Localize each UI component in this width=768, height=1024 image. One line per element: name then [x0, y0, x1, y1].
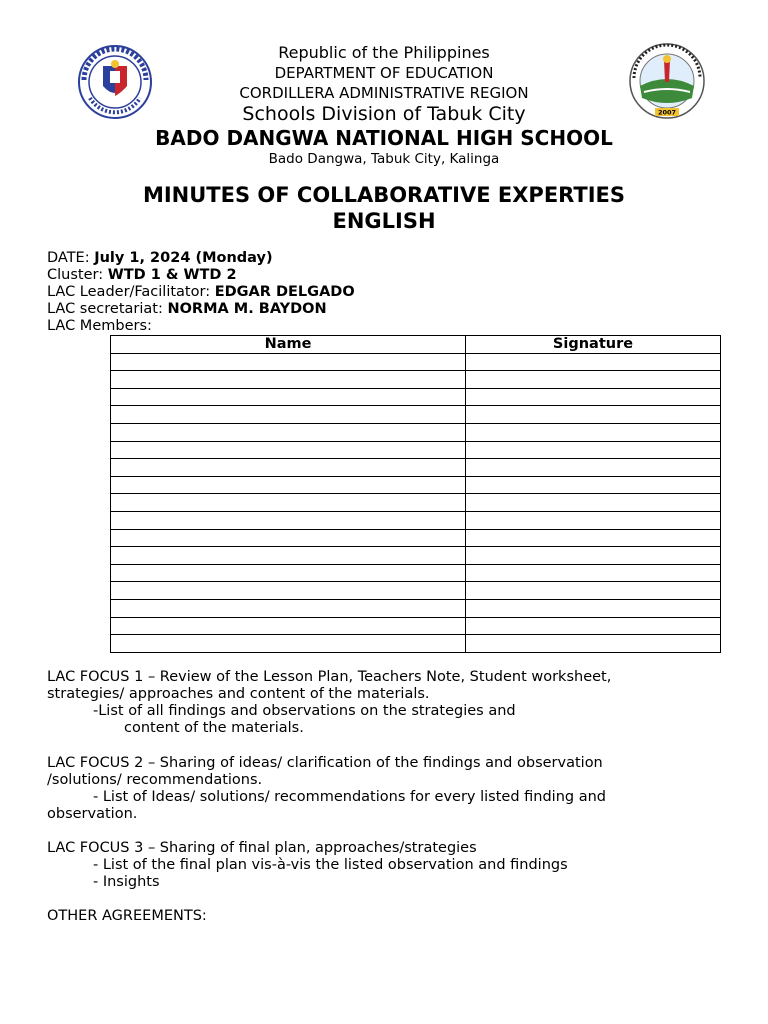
table-row [111, 476, 721, 494]
focus-2-sub-item: - List of Ideas/ solutions/ recommendations for every listed finding and [93, 789, 606, 805]
name-cell[interactable] [111, 494, 466, 512]
name-column-header: Name [111, 336, 466, 354]
table-row [111, 353, 721, 371]
signature-cell[interactable] [466, 353, 721, 371]
secretariat-label: LAC secretariat: [47, 301, 168, 317]
cluster-line [47, 267, 237, 283]
name-cell[interactable] [111, 423, 466, 441]
focus-3-line: LAC FOCUS 3 – Sharing of final plan, approaches/strategies [47, 840, 477, 856]
focus-2-line: /solutions/ recommendations. [47, 772, 263, 788]
name-cell[interactable] [111, 353, 466, 371]
date-label: DATE: [47, 250, 95, 266]
signature-cell[interactable] [466, 511, 721, 529]
signature-cell[interactable] [466, 423, 721, 441]
header-region: CORDILLERA ADMINISTRATIVE REGION [239, 84, 529, 102]
header-department: DEPARTMENT OF EDUCATION [274, 64, 494, 82]
signature-cell[interactable] [466, 582, 721, 600]
focus-3-sub-item: - Insights [93, 874, 160, 890]
signature-cell[interactable] [466, 388, 721, 406]
signature-cell[interactable] [466, 441, 721, 459]
name-cell[interactable] [111, 582, 466, 600]
focus-1-line: strategies/ approaches and content of the materials. [47, 686, 430, 702]
table-row [111, 635, 721, 653]
signature-cell[interactable] [466, 406, 721, 424]
focus-1-sub-item: -List of all findings and observations on the strategies and [93, 703, 516, 719]
secretariat-line [47, 301, 327, 317]
focus-2-sub-item: observation. [47, 806, 138, 822]
signature-cell[interactable] [466, 617, 721, 635]
focus-3-section [47, 840, 737, 891]
name-cell[interactable] [111, 635, 466, 653]
table-row [111, 494, 721, 512]
school-seal-year: 2007 [657, 108, 677, 117]
header-republic: Republic of the Philippines [278, 43, 490, 62]
name-cell[interactable] [111, 441, 466, 459]
table-row [111, 441, 721, 459]
signature-cell[interactable] [466, 494, 721, 512]
focus-2-line: LAC FOCUS 2 – Sharing of ideas/ clarification of the findings and observation [47, 755, 603, 771]
cluster-label: Cluster: [47, 267, 108, 283]
signature-cell[interactable] [466, 459, 721, 477]
signature-cell[interactable] [466, 476, 721, 494]
document-title: MINUTES OF COLLABORATIVE EXPERTIES [142, 183, 626, 207]
name-cell[interactable] [111, 511, 466, 529]
focus-1-sub-item: content of the materials. [124, 720, 304, 736]
document-subject: ENGLISH [332, 209, 436, 233]
signature-column-header: Signature [466, 336, 721, 354]
table-row [111, 564, 721, 582]
leader-label: LAC Leader/Facilitator: [47, 284, 215, 300]
table-header-row [111, 336, 721, 354]
members-table-body [111, 353, 721, 652]
leader-value: EDGAR DELGADO [214, 284, 355, 300]
table-row [111, 388, 721, 406]
table-row [111, 511, 721, 529]
table-row [111, 371, 721, 389]
focus-1-section [47, 669, 737, 737]
signature-cell[interactable] [466, 547, 721, 565]
name-cell[interactable] [111, 406, 466, 424]
table-row [111, 582, 721, 600]
name-cell[interactable] [111, 599, 466, 617]
table-row [111, 423, 721, 441]
signature-cell[interactable] [466, 564, 721, 582]
name-cell[interactable] [111, 564, 466, 582]
table-row [111, 599, 721, 617]
signature-cell[interactable] [466, 635, 721, 653]
date-line [47, 250, 273, 266]
name-cell[interactable] [111, 547, 466, 565]
leader-line [47, 284, 355, 300]
name-cell[interactable] [111, 529, 466, 547]
date-value: July 1, 2024 (Monday) [94, 250, 273, 266]
signature-cell[interactable] [466, 599, 721, 617]
table-row [111, 547, 721, 565]
name-cell[interactable] [111, 617, 466, 635]
name-cell[interactable] [111, 476, 466, 494]
table-row [111, 459, 721, 477]
header-address: Bado Dangwa, Tabuk City, Kalinga [268, 151, 500, 167]
header-division: Schools Division of Tabuk City [242, 103, 526, 125]
other-agreements-label: OTHER AGREEMENTS: [47, 908, 207, 924]
signature-cell[interactable] [466, 371, 721, 389]
members-label: LAC Members: [47, 318, 152, 334]
table-row [111, 529, 721, 547]
secretariat-value: NORMA M. BAYDON [167, 301, 327, 317]
name-cell[interactable] [111, 459, 466, 477]
table-row [111, 406, 721, 424]
focus-3-sub-item: - List of the final plan vis-à-vis the listed observation and findings [93, 857, 568, 873]
signature-cell[interactable] [466, 529, 721, 547]
name-cell[interactable] [111, 388, 466, 406]
name-cell[interactable] [111, 371, 466, 389]
members-table [110, 335, 721, 653]
cluster-value: WTD 1 & WTD 2 [107, 267, 237, 283]
focus-1-line: LAC FOCUS 1 – Review of the Lesson Plan, Teachers Note, Student worksheet, [47, 669, 612, 685]
focus-2-section [47, 755, 737, 823]
table-row [111, 617, 721, 635]
header-school-name: BADO DANGWA NATIONAL HIGH SCHOOL [155, 126, 613, 150]
